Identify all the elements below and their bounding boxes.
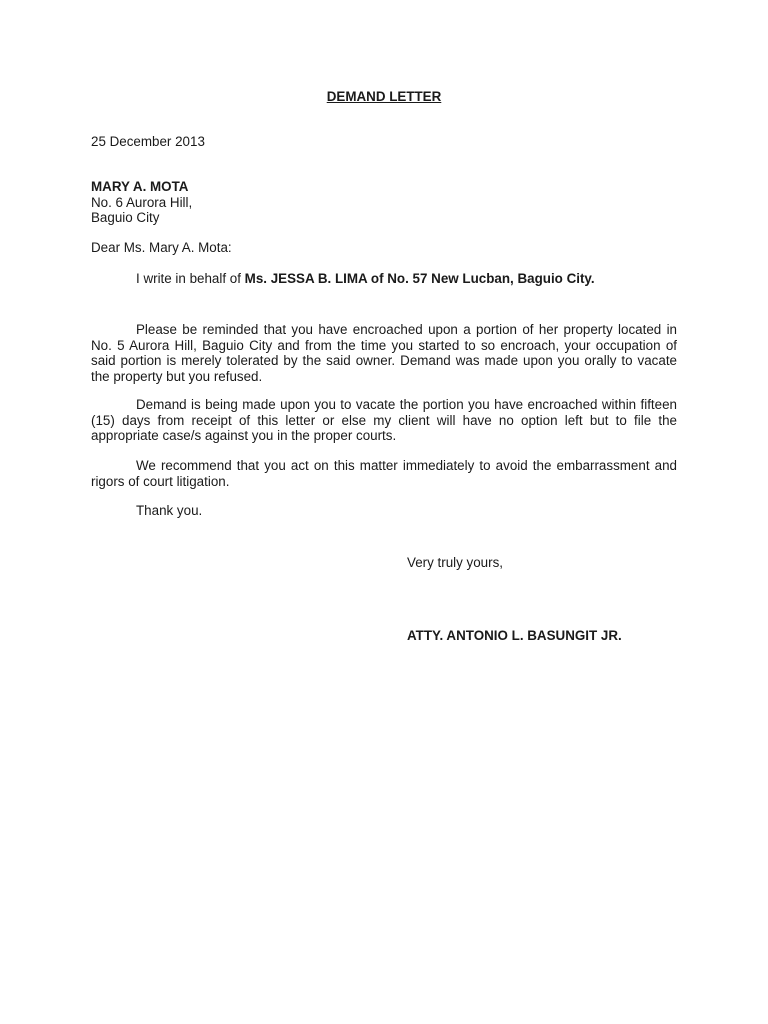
- letter-date: 25 December 2013: [91, 134, 205, 149]
- paragraph-intro: [91, 271, 677, 287]
- paragraph-intro-lead: I write in behalf of: [136, 271, 245, 286]
- client-name: Ms. JESSA B. LIMA of No. 57 New Lucban, Baguio City.: [244, 271, 595, 286]
- recipient-address-line1: No. 6 Aurora Hill,: [91, 194, 193, 210]
- paragraph-recommendation: We recommend that you act on this matter immediately to avoid the embarrassment and rigors of court litigation.: [91, 458, 677, 489]
- recipient-address-line2: Baguio City: [91, 210, 160, 225]
- salutation: Dear Ms. Mary A. Mota:: [91, 240, 232, 255]
- recipient-name: MARY A. MOTA: [91, 179, 189, 194]
- letter-title: DEMAND LETTER: [326, 89, 442, 104]
- paragraph-demand: Demand is being made upon you to vacate the portion you have encroached within fifteen (15) days from receipt of this letter or else my client will have no option left but to file the appropriate case/s against you in the proper courts.: [91, 397, 677, 443]
- signatory-name: ATTY. ANTONIO L. BASUNGIT JR.: [407, 628, 622, 643]
- paragraph-reminder: Please be reminded that you have encroached upon a portion of her property located in No. 5 Aurora Hill, Baguio City and from the time you started to so encroach, your occupation of said portion is merely tolerated by the said owner. Demand was made upon you orally to vacate the property but you refused.: [91, 322, 677, 384]
- paragraph-thanks: Thank you.: [136, 503, 203, 518]
- recipient-block: [91, 179, 192, 226]
- closing: Very truly yours,: [407, 555, 503, 570]
